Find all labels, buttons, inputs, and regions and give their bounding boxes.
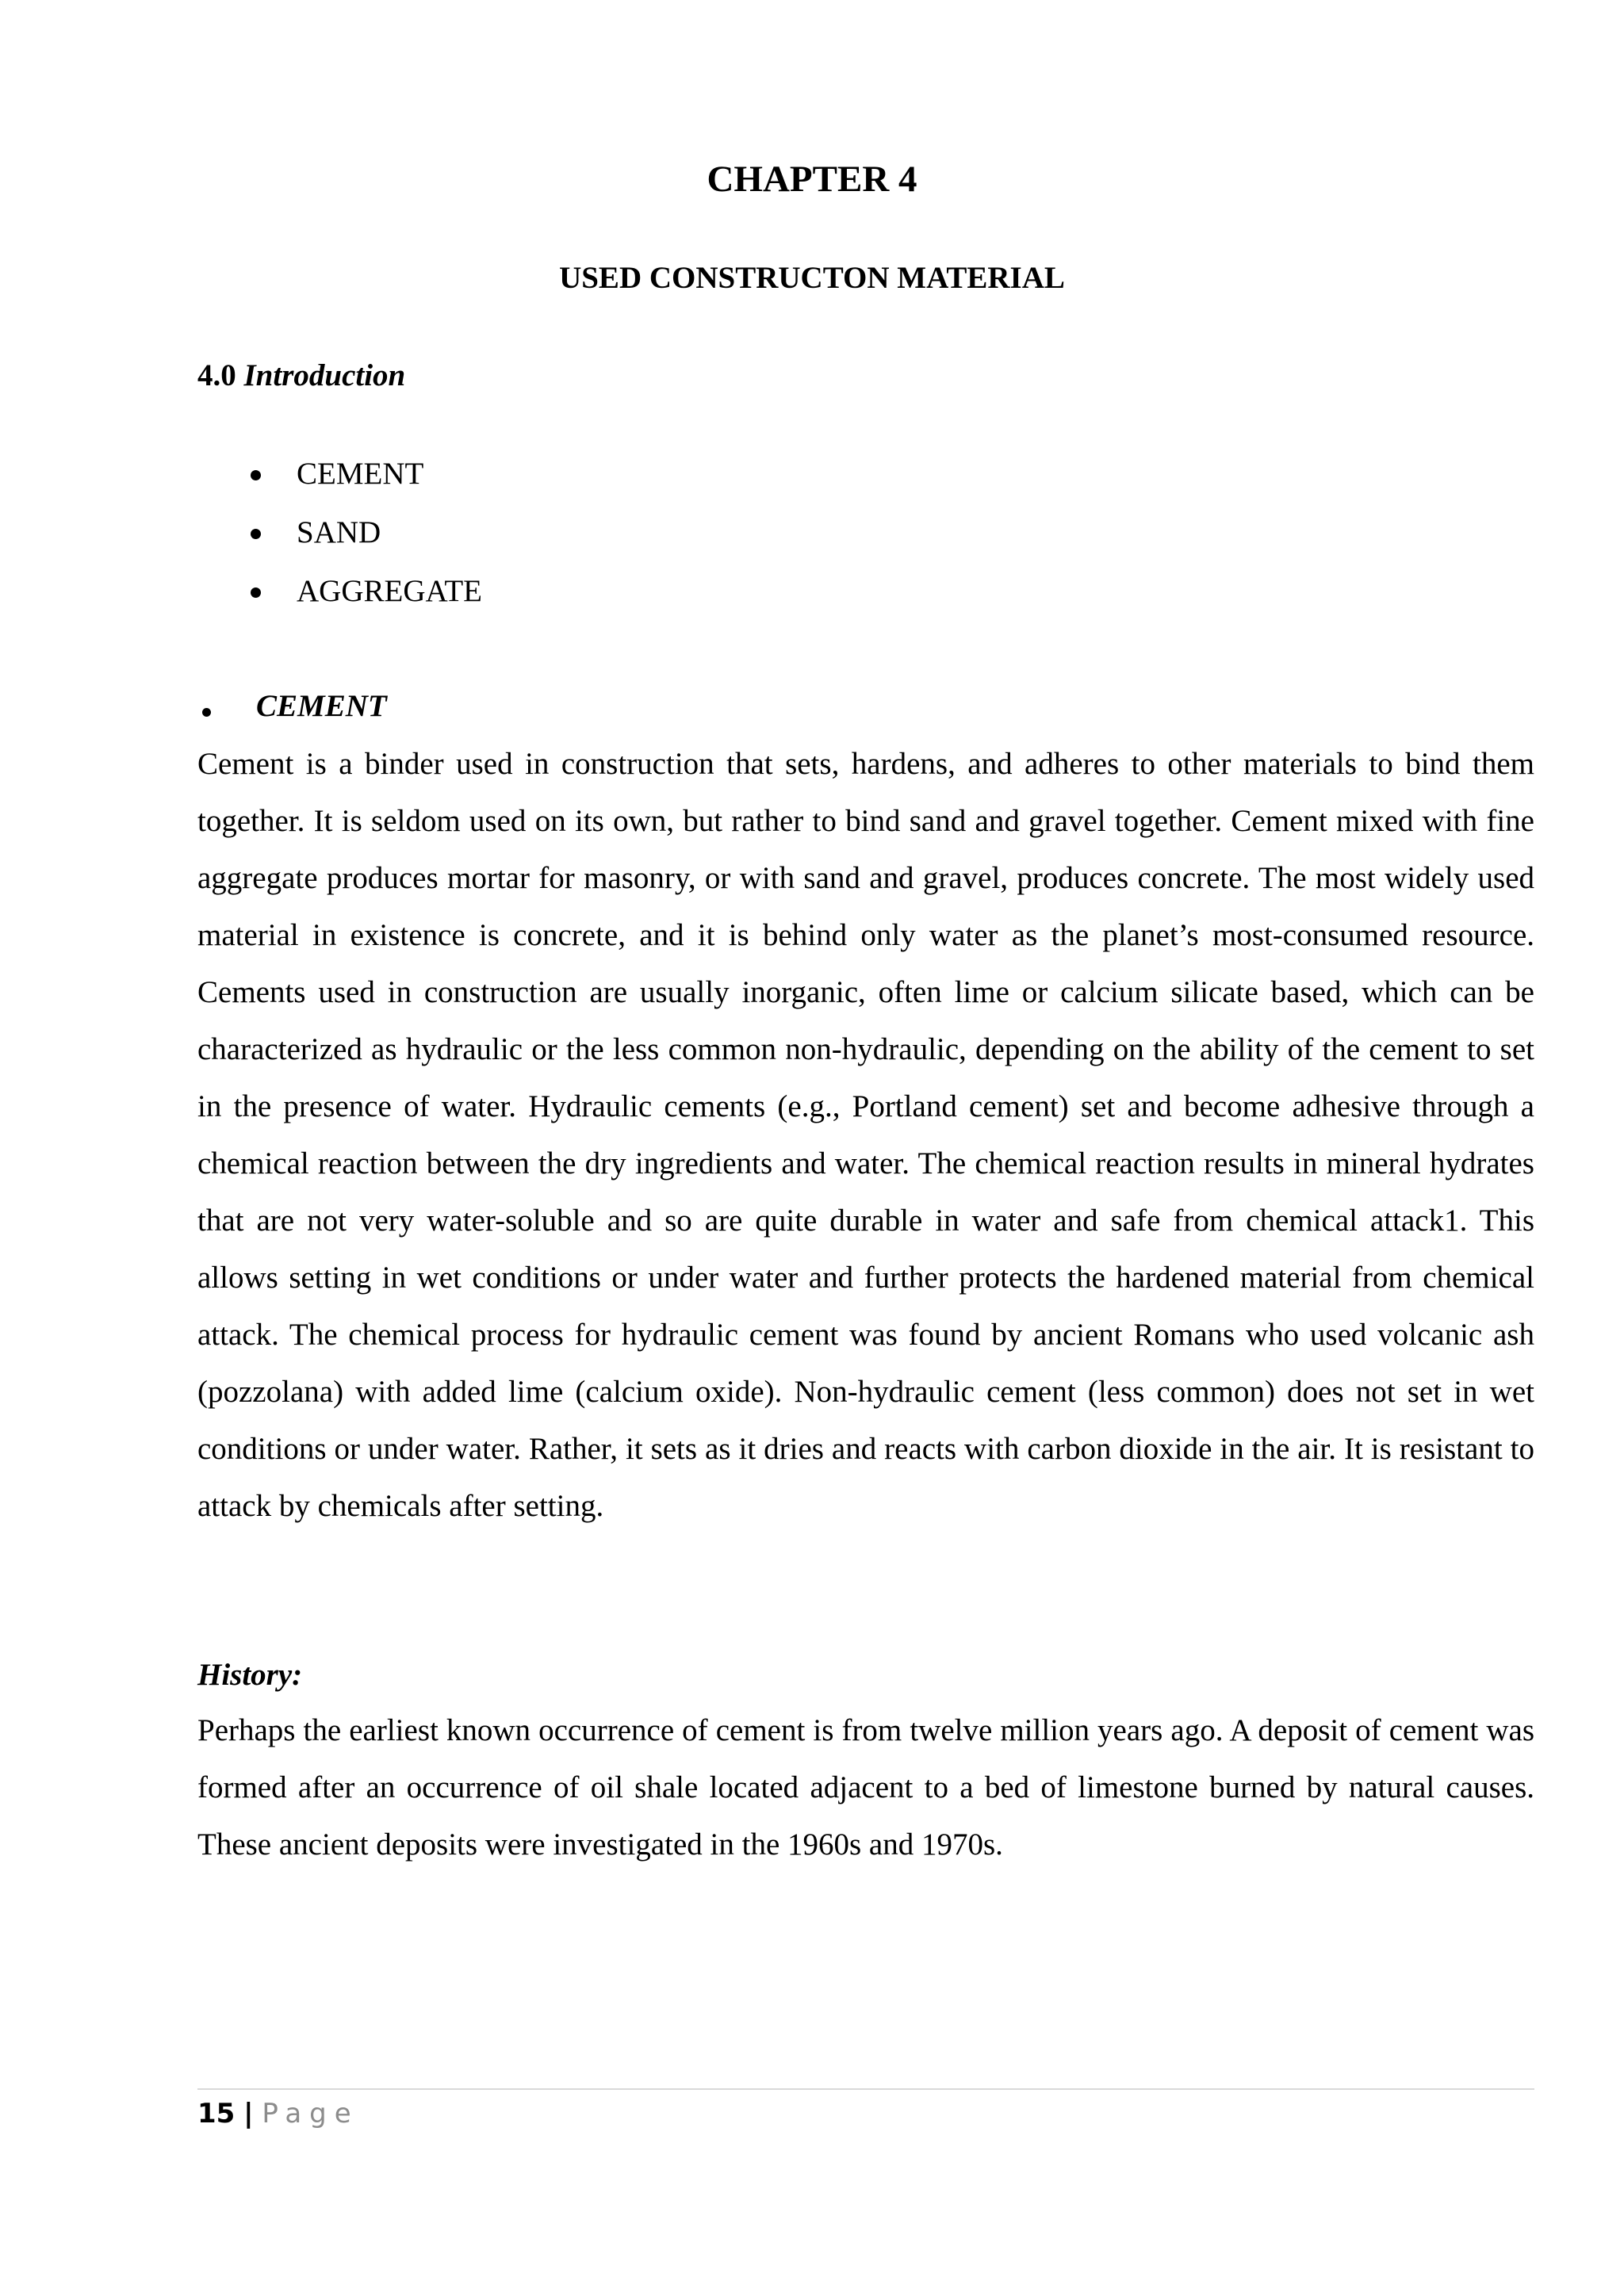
list-item-label: SAND [297,515,381,549]
list-item-label: CEMENT [297,457,424,491]
page-number: 15 [197,2098,236,2130]
footer-separator: | [243,2098,254,2130]
section-number: 4.0 [197,358,236,392]
chapter-title: CHAPTER 4 [707,159,917,200]
list-item [247,513,482,572]
list-item [247,454,482,513]
cement-heading-label: CEMENT [256,689,387,723]
bullet-icon [251,529,261,539]
chapter-subtitle: USED CONSTRUCTON MATERIAL [559,261,1065,295]
list-item-label: AGGREGATE [297,574,482,608]
section-heading [197,356,405,396]
bullet-icon [251,587,261,598]
intro-list [247,454,482,630]
list-item [247,572,482,630]
page-footer [197,2096,359,2131]
footer-divider [197,2088,1534,2090]
page-label: Page [262,2098,359,2130]
history-paragraph: Perhaps the earliest known occurrence of cement is from twelve million years ago. A deposit of cement was formed after an occurrence of oil shale located adjacent to a bed of limestone burned by natural causes. These ancient deposits were investigated in the 1960s and 1970s. [197,1713,1534,1862]
history-heading: History: [197,1658,303,1692]
cement-paragraph: Cement is a binder used in construction that sets, hardens, and adheres to other materials to bind them together. It is seldom used on its own, but rather to bind sand and gravel together. Cement mixed with fine aggregate produces mortar for masonry, or with sand and gravel, produces concrete. The most widely used material in existence is concrete, and it is behind only water as the planet’s most-consumed resource. Cements used in construction are usually inorganic, often lime or calcium silicate based, which can be characterized as hydraulic or the less common non-hydraulic, depending on the ability of the cement to set in the presence of water. Hydraulic cements (e.g., Portland cement) set and become adhesive through a chemical reaction between the dry ingredients and water. The chemical reaction results in mineral hydrates that are not very water-soluble and so are quite durable in water and safe from chemical attack1. This allows setting in wet conditions or under water and further protects the hardened material from chemical attack. The chemical process for hydraulic cement was found by ancient Romans who used volcanic ash (pozzolana) with added lime (calcium oxide). Non-hydraulic cement (less common) does not set in wet conditions or under water. Rather, it sets as it dries and reacts with carbon dioxide in the air. It is resistant to attack by chemicals after setting. [197,747,1534,1523]
bullet-icon [251,470,261,480]
section-title: Introduction [243,358,406,392]
bullet-icon [202,708,211,717]
